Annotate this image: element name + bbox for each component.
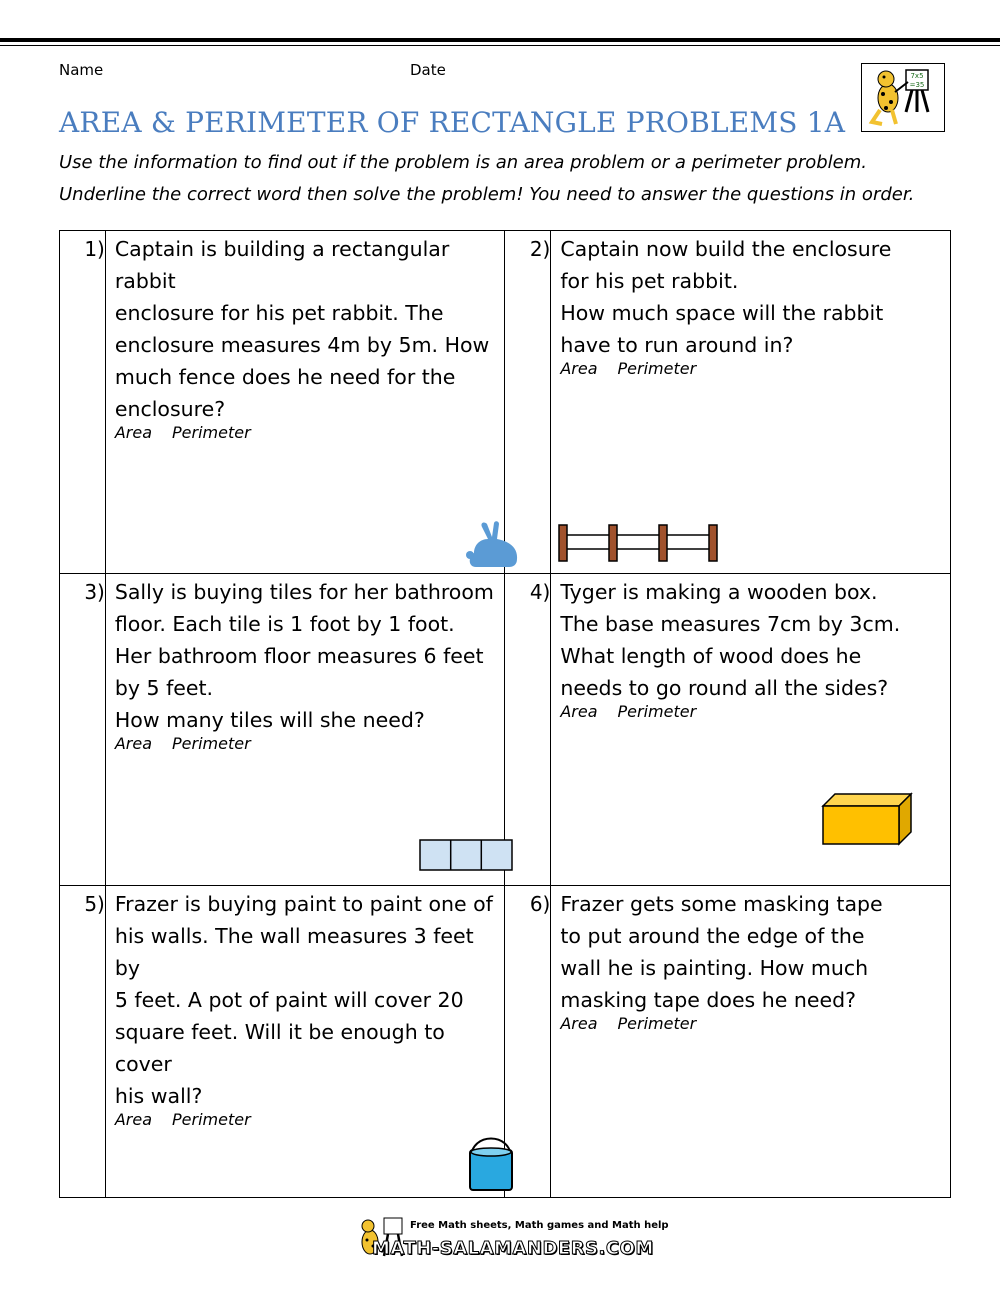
problem-grid — [59, 230, 951, 1198]
option-area[interactable]: Area — [114, 423, 153, 442]
problem-cell-5 — [105, 886, 505, 1198]
option-area[interactable]: Area — [114, 734, 153, 753]
problem-number: 2) — [505, 231, 551, 574]
answer-options — [551, 359, 950, 378]
footer-tagline: Free Math sheets, Math games and Math help — [410, 1220, 669, 1231]
option-perimeter[interactable]: Perimeter — [172, 423, 251, 442]
answer-options — [106, 1110, 505, 1129]
option-area[interactable]: Area — [560, 359, 598, 378]
problem-number: 1) — [60, 231, 106, 574]
problem-cell-3 — [105, 574, 505, 886]
problem-cell-1 — [105, 231, 505, 574]
problem-number: 4) — [505, 574, 551, 886]
date-label: Date — [410, 61, 446, 79]
answer-options — [551, 1014, 950, 1033]
problem-number: 3) — [60, 574, 106, 886]
footer-site-name: MATH-SALAMANDERS.COM — [372, 1238, 654, 1259]
problem-text: Tyger is making a wooden box. The base measures 7cm by 3cm. What length of wood does he needs to go round all the sides? — [560, 580, 901, 700]
instruction-line-2: Underline the correct word then solve the problem! You need to answer the questions in order. — [59, 184, 915, 205]
option-area[interactable]: Area — [114, 1110, 153, 1129]
page-title: AREA & PERIMETER OF RECTANGLE PROBLEMS 1A — [59, 106, 846, 139]
footer-logo[interactable] — [352, 1216, 669, 1266]
box-icon — [821, 792, 913, 848]
problem-text: Frazer is buying paint to paint one of his walls. The wall measures 3 feet by 5 feet. A pot of paint will cover 20 square feet. Will it be enough to cover his wall? — [114, 892, 493, 1108]
instruction-line-1: Use the information to find out if the problem is an area problem or a perimeter problem. — [59, 152, 867, 173]
name-label: Name — [59, 61, 104, 79]
svg-text:=35: =35 — [909, 81, 925, 89]
problem-number: 5) — [60, 886, 106, 1198]
answer-options — [106, 423, 505, 442]
option-perimeter[interactable]: Perimeter — [172, 1110, 251, 1129]
problem-text: Sally is buying tiles for her bathroom floor. Each tile is 1 foot by 1 foot. Her bathroom floor measures 6 feet by 5 feet. How many tiles will she need? — [114, 580, 494, 732]
tiles-icon — [419, 839, 513, 871]
problem-text: Frazer gets some masking tape to put around the edge of the wall he is painting. How much masking tape does he need? — [560, 892, 883, 1012]
problem-text: Captain is building a rectangular rabbit enclosure for his pet rabbit. The enclosure measures 4m by 5m. How much fence does he need for the enclosure? — [114, 237, 490, 421]
top-rule-thick — [0, 38, 1000, 42]
option-area[interactable]: Area — [560, 1014, 598, 1033]
answer-options — [551, 702, 950, 721]
option-perimeter[interactable]: Perimeter — [172, 734, 251, 753]
fence-icon — [557, 523, 721, 563]
option-perimeter[interactable]: Perimeter — [617, 359, 697, 378]
problem-text: Captain now build the enclosure for his pet rabbit. How much space will the rabbit have to run around in? — [560, 237, 892, 357]
svg-text:7x5: 7x5 — [910, 72, 924, 80]
problem-cell-2 — [551, 231, 951, 574]
top-rule-thin — [0, 45, 1000, 46]
option-perimeter[interactable]: Perimeter — [617, 1014, 697, 1033]
problem-number: 6) — [505, 886, 551, 1198]
problem-cell-6 — [551, 886, 951, 1198]
problem-cell-4 — [551, 574, 951, 886]
answer-options — [106, 734, 505, 753]
option-area[interactable]: Area — [560, 702, 598, 721]
option-perimeter[interactable]: Perimeter — [617, 702, 697, 721]
salamander-logo — [861, 63, 945, 132]
